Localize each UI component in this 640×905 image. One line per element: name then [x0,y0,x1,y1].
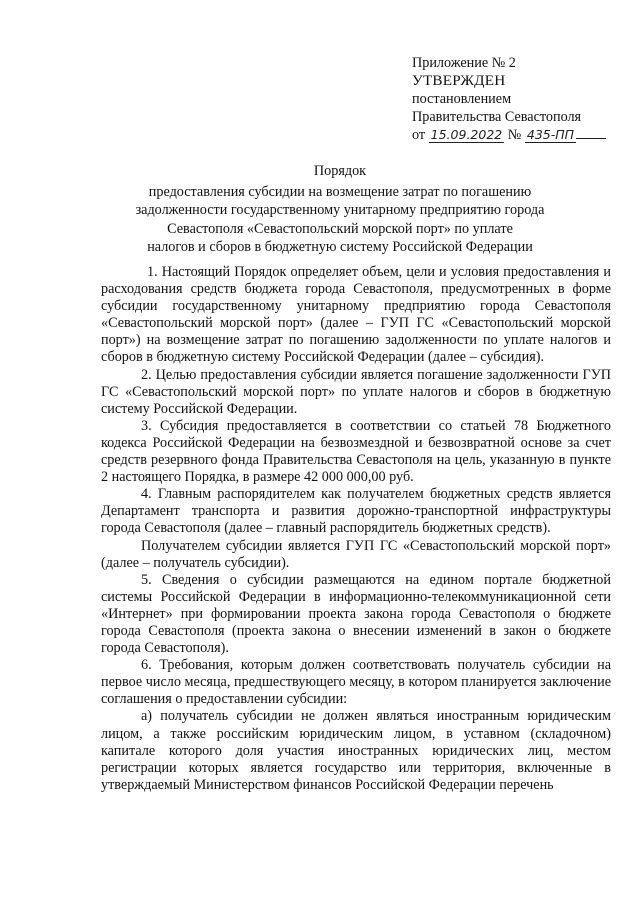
title-line: задолженности государственному унитарному предприятию города [135,202,545,218]
document-body [101,264,611,794]
number-prefix: № [507,127,522,143]
appendix-label: Приложение № 2 [412,55,516,71]
government-label: Правительства Севастополя [412,109,582,125]
paragraph: 2. Целью предоставления субсидии является погашение задолженности ГУП ГС «Севастопольский морской порт» по уплате налогов и сборов в бюджетную систему Российской Федерации. [101,366,611,417]
decree-label: постановлением [412,91,512,107]
document-title [100,162,580,257]
paragraph: 3. Субсидия предоставляется в соответствии со статьей 78 Бюджетного кодекса Российской Федерации на безвозмездной и безвозвратной основе за счет средств резервного фонда Правительства Севастополя на цель, указанную в пункте 2 настоящего Порядка, в размере 42 000 000,00 руб. [101,417,611,486]
date-prefix: от [412,127,426,143]
decree-number: 435-ПП [526,127,575,142]
title-line: Севастополя «Севастопольский морской порт» по уплате [167,220,513,237]
paragraph: Получателем субсидии является ГУП ГС «Севастопольский морской порт» (далее – получатель субсидии). [101,537,611,571]
title-line: налогов и сборов в бюджетную систему Российской Федерации [147,239,533,255]
approved-label: УТВЕРЖДЕН [412,72,506,89]
decree-date: 15.09.2022 [430,127,503,142]
title-line: предоставления субсидии на возмещение затрат по погашению [148,183,532,200]
paragraph: 6. Требования, которым должен соответствовать получатель субсидии на первое число месяца, предшествующего месяцу, в котором планируется заключение соглашения о предоставлении субсидии: [101,657,611,708]
approval-block [412,54,632,144]
paragraph: а) получатель субсидии не должен являться иностранным юридическим лицом, а также российским юридическим лицом, в уставном (складочном) капитале которого доля участия иностранных юридических лиц, местом регистрации которых является государство или территория, включенные в утверждаемый Министерством финансов Российской Федерации перечень [101,708,611,793]
underline-blank [576,126,606,139]
paragraph: 5. Сведения о субсидии размещаются на едином портале бюджетной системы Российской Федерации в информационно-телекоммуникационной сети «Интернет» при формировании проекта закона города Севастополя о бюджете города Севастополя (проекта закона о внесении изменений в закон о бюджете города Севастополя). [101,571,611,657]
paragraph: 1. Настоящий Порядок определяет объем, цели и условия предоставления и расходования средств бюджета города Севастополя, предусмотренных в форме субсидии государственному унитарному предприятию города Севастополя «Севастопольский морской порт» (далее – ГУП ГС «Севастопольский морской порт») на возмещение затрат по погашению задолженности по уплате налогов и сборов в бюджетную систему Российской Федерации (далее – субсидия). [101,264,611,366]
date-number-line [412,126,632,144]
paragraph: 4. Главным распорядителем как получателем бюджетных средств является Департамент транспорта и развития дорожно-транспортной инфраструктуры города Севастополя (далее – главный распорядитель бюджетных средств). [101,486,611,537]
title-heading: Порядок [313,163,367,179]
